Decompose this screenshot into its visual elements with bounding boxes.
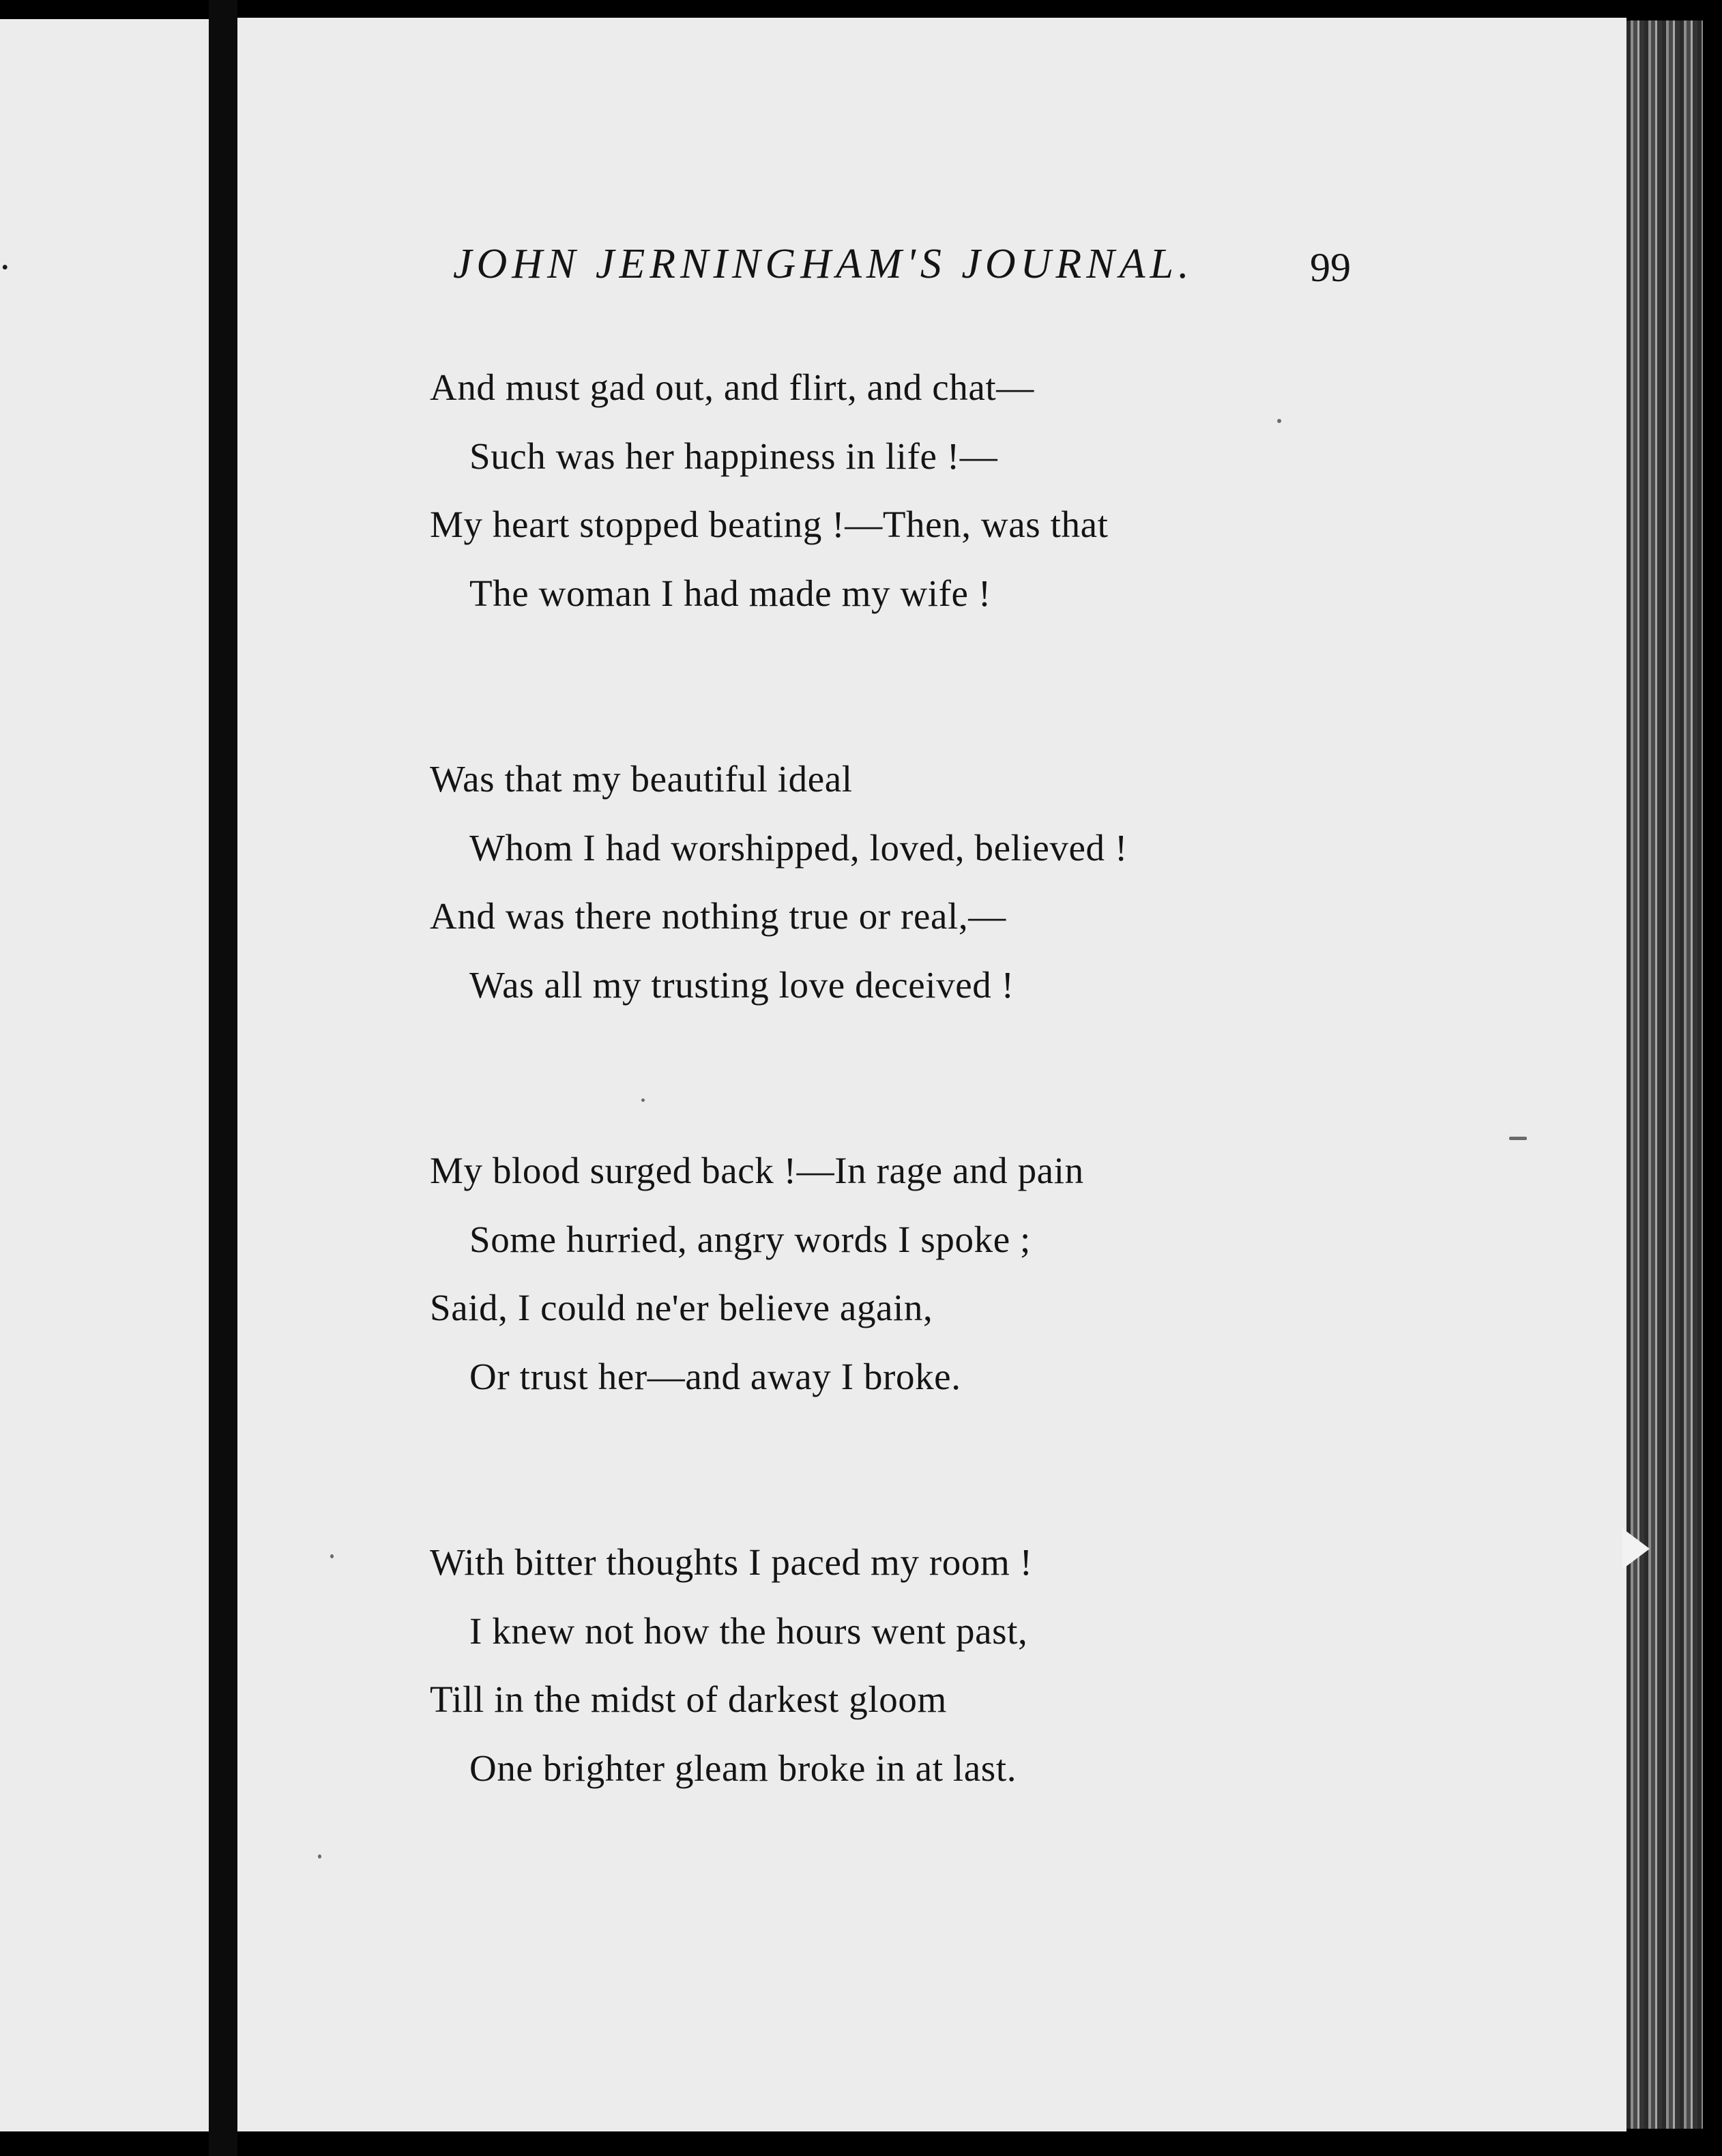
poem-line: One brighter gleam broke in at last. (469, 1747, 1017, 1789)
paper-speck (330, 1554, 334, 1558)
facing-page-text-fragment: . (0, 233, 10, 278)
poem-line: Said, I could ne'er believe again, (430, 1287, 933, 1328)
poem-line: And was there nothing true or real,— (430, 895, 1006, 937)
paper-speck (1509, 1137, 1527, 1140)
page-number: 99 (1310, 245, 1351, 290)
poem-line: Some hurried, angry words I spoke ; (469, 1218, 1031, 1260)
poem-line: I knew not how the hours went past, (469, 1609, 1028, 1652)
poem-line: Was that my beautiful ideal (430, 758, 853, 800)
poem (237, 353, 1626, 1920)
poem-line: My heart stopped beating !—Then, was that (430, 504, 1109, 545)
stanza (237, 1528, 1626, 1803)
poem-line: Was all my trusting love deceived ! (469, 963, 1015, 1006)
book-page (237, 18, 1626, 2131)
paper-speck (641, 1098, 645, 1102)
poem-line: With bitter thoughts I paced my room ! (430, 1541, 1033, 1583)
poem-line: The woman I had made my wife ! (469, 572, 991, 614)
stanza (237, 745, 1626, 1019)
stanza (237, 353, 1626, 628)
poem-line: My blood surged back !—In rage and pain (430, 1150, 1084, 1191)
running-title: JOHN JERNINGHAM'S JOURNAL. (453, 241, 1194, 287)
paper-speck (1277, 419, 1281, 423)
stanza (237, 1137, 1626, 1411)
page-edges (1626, 20, 1703, 2129)
poem-line: Or trust her—and away I broke. (469, 1355, 961, 1397)
paper-speck (318, 1854, 321, 1859)
poem-line: And must gad out, and flirt, and chat— (430, 366, 1034, 408)
facing-page (0, 19, 209, 2131)
poem-line: Till in the midst of darkest gloom (430, 1678, 947, 1720)
poem-line: Whom I had worshipped, loved, believed ! (469, 826, 1128, 869)
book-gutter (209, 0, 237, 2156)
poem-line: Such was her happiness in life !— (469, 435, 998, 477)
running-head (237, 231, 1626, 292)
